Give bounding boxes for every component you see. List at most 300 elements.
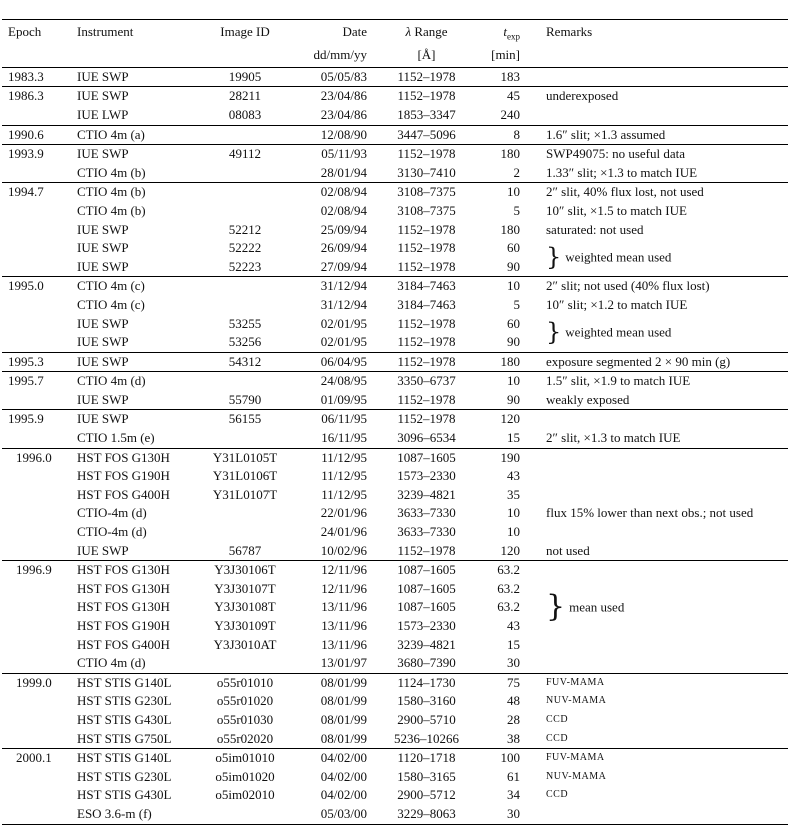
date-cell: 31/12/94 [291,277,373,296]
image-id-cell [199,429,291,448]
range-cell: 2900–5710 [397,711,456,727]
header-range-unit: [Å] [373,46,480,67]
date-cell: 06/04/95 [291,352,373,372]
image-id-cell: 55790 [199,391,291,410]
remark-text: weighted mean used [565,249,672,265]
image-id-cell: o55r02020 [199,730,291,749]
date-cell: 08/01/99 [320,711,367,727]
table-row [2,106,788,125]
range-cell: 3130–7410 [373,164,480,183]
table-row [2,202,788,221]
instrument-cell: IUE SWP [74,542,199,561]
texp-cell: 10 [480,372,530,391]
instrument-cell: CTIO 4m (d) [74,654,199,673]
epoch-cell [2,692,74,711]
table-row [2,636,788,655]
table-row [2,786,788,805]
table-row [2,67,788,87]
remarks-cell [530,636,788,655]
image-id-cell: o5im01020 [215,768,275,784]
remarks-cell [530,467,788,486]
range-cell: 3108–7375 [397,202,456,218]
header-range: λ Range [373,20,480,47]
image-id-cell: 54312 [199,352,291,372]
remarks-cell [530,239,788,277]
epoch-cell [2,504,74,523]
instrument-cell: CTIO 4m (d) [74,372,199,391]
range-cell: 1152–1978 [373,333,480,352]
instrument-cell: CTIO 4m (c) [77,296,145,312]
date-cell: 04/02/00 [320,787,367,803]
image-id-cell [199,504,291,523]
texp-cell: 38 [480,730,530,749]
table-row [2,730,788,749]
remarks-cell: exposure segmented 2 × 90 min (g) [530,352,788,372]
table-row [2,467,788,486]
epoch-cell [2,391,74,410]
instrument-cell: IUE SWP [74,145,199,164]
epoch-cell [2,202,74,221]
instrument-cell: HST FOS G130H [77,580,170,596]
remark-text: weighted mean used [565,325,672,341]
range-cell: 1580–3165 [397,768,456,784]
date-cell: 24/08/95 [291,372,373,391]
range-cell: 1124–1730 [373,673,480,692]
range-cell: 3680–7390 [373,654,480,673]
header-image-id: Image ID [199,20,291,47]
range-cell: 1087–1605 [397,599,456,615]
remarks-cell: saturated: not used [546,221,644,237]
texp-cell: 63.2 [497,599,520,615]
texp-cell: 180 [480,145,530,164]
image-id-cell: Y31L0107T [212,486,278,502]
table-row [2,486,788,505]
epoch-cell: 1986.3 [2,87,74,106]
remarks-cell [530,654,788,673]
range-cell: 3239–4821 [397,636,456,652]
epoch-cell: 1994.7 [2,183,74,202]
instrument-cell: HST FOS G400H [77,636,170,652]
table-row [2,561,788,580]
remarks-cell [530,486,788,505]
texp-cell: 10 [507,524,520,540]
date-cell: 04/02/00 [320,768,367,784]
epoch-cell: 1999.0 [2,673,74,692]
epoch-cell: 1993.9 [2,145,74,164]
brace-mark: } [546,243,562,272]
table-row [2,296,788,315]
range-cell: 1580–3160 [397,693,456,709]
range-cell: 1120–1718 [373,749,480,768]
texp-cell: 8 [480,125,530,145]
texp-cell: 60 [507,240,520,256]
remarks-cell: 1.33″ slit; ×1.3 to match IUE [530,164,788,183]
date-cell: 26/09/94 [320,240,367,256]
instrument-cell: HST FOS G190H [77,468,170,484]
remarks-cell [530,561,788,580]
texp-cell: 10 [507,505,520,521]
range-cell: 1853–3347 [373,106,480,125]
epoch-cell [2,315,74,334]
table-row [2,372,788,391]
range-cell: 1152–1978 [397,240,456,256]
table-row [2,239,788,258]
table-row [2,749,788,768]
date-cell: 01/09/95 [291,391,373,410]
instrument-cell: HST STIS G430L [77,711,172,727]
remarks-cell: FUV-MAMA [530,673,788,692]
epoch-cell [2,106,74,125]
header-epoch: Epoch [2,20,74,47]
image-id-cell: 49112 [199,145,291,164]
image-id-cell: o55r01030 [216,711,274,727]
date-cell: 06/11/95 [291,410,373,429]
table-row [2,523,788,542]
texp-cell: 240 [480,106,530,125]
remarks-cell [530,580,788,636]
instrument-cell: CTIO 4m (b) [74,164,199,183]
epoch-cell: 1995.3 [2,352,74,372]
epoch-cell [2,429,74,448]
texp-cell: 48 [507,693,520,709]
texp-cell: 90 [480,333,530,352]
instrument-cell: IUE SWP [74,67,199,87]
instrument-cell: HST FOS G190H [77,618,170,633]
texp-cell: 100 [480,749,530,768]
date-cell: 05/03/00 [291,805,373,824]
date-cell: 23/04/86 [291,87,373,106]
range-cell: 1152–1978 [397,221,456,237]
epoch-cell [2,617,74,636]
range-cell: 1087–1605 [373,448,480,467]
texp-cell: 120 [480,542,530,561]
table-row [2,673,788,692]
texp-cell: 30 [480,654,530,673]
range-cell: 3229–8063 [373,805,480,824]
header-texp-unit: [min] [480,46,530,67]
instrument-cell: CTIO 4m (a) [74,125,199,145]
remarks-cell [530,410,788,429]
epoch-cell [2,598,74,617]
epoch-cell [2,730,74,749]
image-id-cell: 08083 [199,106,291,125]
range-cell: 1087–1605 [397,580,456,596]
remarks-cell: 2″ slit, 40% flux lost, not used [530,183,788,202]
table-row [2,768,788,787]
epoch-cell [2,580,74,599]
table-body [2,67,788,824]
table-row [2,145,788,164]
texp-cell: 5 [513,296,520,312]
date-cell: 12/08/90 [291,125,373,145]
image-id-cell: 56155 [199,410,291,429]
image-id-cell: 52212 [228,221,262,237]
brace-mark: } [546,318,562,347]
epoch-cell: 1995.9 [2,410,74,429]
texp-cell: 183 [480,67,530,87]
table-row [2,352,788,372]
instrument-cell: HST STIS G750L [74,730,199,749]
remarks-cell: CCD [546,789,569,801]
range-cell: 3096–6534 [373,429,480,448]
date-cell: 25/09/94 [320,221,367,237]
date-cell: 11/12/95 [321,486,367,502]
instrument-cell: IUE SWP [74,391,199,410]
epoch-cell [2,636,74,655]
range-cell: 1152–1978 [397,315,456,331]
instrument-cell: HST FOS G130H [77,599,170,615]
texp-cell: 5 [513,202,520,218]
texp-cell: 63.2 [497,580,520,596]
remarks-cell [530,106,788,125]
epoch-cell [2,467,74,486]
texp-cell: 35 [507,486,520,502]
remarks-cell [530,67,788,87]
range-cell: 3633–7330 [397,505,456,521]
date-cell: 08/01/99 [291,730,373,749]
table-row [2,410,788,429]
remarks-cell: 1.6″ slit; ×1.3 assumed [530,125,788,145]
texp-cell: 120 [480,410,530,429]
instrument-cell: CTIO-4m (d) [77,524,147,540]
range-cell: 1152–1978 [373,352,480,372]
instrument-cell: HST STIS G140L [74,749,199,768]
header-remarks: Remarks [530,20,788,47]
table-row [2,711,788,730]
epoch-cell [2,805,74,824]
image-id-cell: Y3J30108T [214,599,276,615]
observations-table [2,19,788,825]
instrument-cell: HST FOS G130H [74,448,199,467]
header-texp: $t_{exp}$ [480,20,530,47]
image-id-cell [199,654,291,673]
remarks-cell: CCD [546,713,569,725]
instrument-cell: HST STIS G140L [74,673,199,692]
texp-cell: 45 [480,87,530,106]
range-cell: 1573–2330 [397,618,456,633]
date-cell: 22/01/96 [320,505,367,521]
date-cell: 05/11/93 [291,145,373,164]
texp-cell: 75 [480,673,530,692]
image-id-cell [199,296,291,315]
instrument-cell: HST STIS G230L [77,768,172,784]
instrument-cell: CTIO 4m (c) [74,277,199,296]
date-cell: 10/02/96 [291,542,373,561]
instrument-cell: HST FOS G400H [77,486,170,502]
epoch-cell: 1996.0 [2,448,74,467]
date-cell: 12/11/96 [291,561,373,580]
table-row [2,654,788,673]
range-cell: 1573–2330 [397,468,456,484]
table-row [2,164,788,183]
date-cell: 27/09/94 [291,258,373,277]
image-id-cell [199,277,291,296]
table-row [2,805,788,824]
image-id-cell: o5im01010 [199,749,291,768]
epoch-cell: 1983.3 [2,67,74,87]
image-id-cell: 28211 [199,87,291,106]
date-cell: 13/01/97 [291,654,373,673]
epoch-cell [2,221,74,240]
brace-mark: } [546,589,566,625]
date-cell: 02/01/95 [291,333,373,352]
image-id-cell [199,202,291,221]
image-id-cell [199,125,291,145]
image-id-cell [199,372,291,391]
range-cell: 3239–4821 [397,486,456,502]
texp-cell: 180 [500,221,520,237]
texp-cell: 10 [480,277,530,296]
texp-cell: 63.2 [480,561,530,580]
remarks-cell: 2″ slit; not used (40% flux lost) [530,277,788,296]
range-cell: 1152–1978 [373,67,480,87]
table-row [2,448,788,467]
epoch-cell [2,258,74,277]
image-id-cell: Y31L0105T [199,448,291,467]
remarks-cell: NUV-MAMA [546,770,607,782]
instrument-cell: CTIO-4m (d) [77,505,147,521]
epoch-cell: 1990.6 [2,125,74,145]
date-cell: 31/12/94 [320,296,367,312]
epoch-cell [2,786,74,805]
header-date-unit: dd/mm/yy [291,46,373,67]
instrument-cell: CTIO 1.5m (e) [74,429,199,448]
remarks-cell: NUV-MAMA [546,695,607,707]
epoch-cell: 1995.7 [2,372,74,391]
range-cell: 3447–5096 [373,125,480,145]
date-cell: 13/11/96 [321,636,367,652]
date-cell: 28/01/94 [291,164,373,183]
instrument-cell: IUE SWP [77,221,129,237]
epoch-cell [2,523,74,542]
texp-cell: 90 [480,258,530,277]
date-cell: 16/11/95 [291,429,373,448]
range-cell: 1152–1978 [373,145,480,164]
instrument-cell: CTIO 4m (b) [74,183,199,202]
epoch-cell: 2000.1 [2,749,74,768]
date-cell: 02/01/95 [320,315,367,331]
image-id-cell: 52223 [199,258,291,277]
remarks-cell [530,523,788,542]
epoch-cell: 1996.9 [2,561,74,580]
image-id-cell: Y3J30106T [199,561,291,580]
table-row [2,580,788,599]
date-cell: 12/11/96 [321,580,367,596]
remarks-cell: underexposed [530,87,788,106]
range-cell: 3633–7330 [397,524,456,540]
epoch-cell [2,542,74,561]
remarks-cell [530,448,788,467]
range-cell: 1152–1978 [373,258,480,277]
date-cell: 08/01/99 [320,693,367,709]
date-cell: 24/01/96 [320,524,367,540]
texp-cell: 90 [480,391,530,410]
remarks-cell: weakly exposed [530,391,788,410]
range-cell: 1152–1978 [373,391,480,410]
image-id-cell [199,523,291,542]
date-cell: 11/12/95 [321,468,367,484]
table-row [2,277,788,296]
instrument-cell: IUE SWP [77,315,129,331]
image-id-cell: 53255 [228,315,262,331]
range-cell: 1087–1605 [373,561,480,580]
table-row [2,221,788,240]
date-cell: 13/11/96 [321,618,367,633]
remarks-cell: 10″ slit, ×1.5 to match IUE [546,202,687,218]
texp-cell: 30 [480,805,530,824]
date-cell: 08/01/99 [291,673,373,692]
table-row [2,429,788,448]
range-cell: 1152–1978 [373,542,480,561]
table-row [2,125,788,145]
epoch-cell [2,239,74,258]
date-cell: 02/08/94 [291,183,373,202]
remarks-cell [530,805,788,824]
range-cell: 3184–7463 [397,296,456,312]
date-cell: 04/02/00 [291,749,373,768]
range-cell: 1152–1978 [373,87,480,106]
texp-cell: 43 [507,618,520,633]
remarks-cell: 2″ slit, ×1.3 to match IUE [530,429,788,448]
table-row [2,87,788,106]
table-row [2,542,788,561]
epoch-cell: 1995.0 [2,277,74,296]
image-id-cell: Y3J30109T [214,618,276,633]
range-cell: 1152–1978 [373,410,480,429]
image-id-cell: 52222 [228,240,262,256]
image-id-cell: o55r01020 [216,693,274,709]
image-id-cell: 56787 [199,542,291,561]
epoch-cell [2,333,74,352]
epoch-cell [2,711,74,730]
instrument-cell: HST STIS G430L [77,787,172,803]
range-cell: 3184–7463 [373,277,480,296]
instrument-cell: IUE SWP [74,333,199,352]
texp-cell: 10 [480,183,530,202]
instrument-cell: IUE SWP [74,258,199,277]
table-header [2,20,788,68]
range-cell: 2900–5712 [397,787,456,803]
remarks-cell: CCD [530,730,788,749]
date-cell: 11/12/95 [291,448,373,467]
instrument-cell: CTIO 4m (b) [77,202,146,218]
texp-cell: 15 [507,636,520,652]
range-cell: 3108–7375 [373,183,480,202]
texp-cell: 190 [480,448,530,467]
remarks-cell [530,315,788,353]
texp-cell: 2 [480,164,530,183]
image-id-cell [199,805,291,824]
epoch-cell [2,164,74,183]
image-id-cell: Y3J30107T [214,580,276,596]
remarks-cell: SWP49075: no useful data [530,145,788,164]
texp-cell: 180 [480,352,530,372]
epoch-cell [2,768,74,787]
date-cell: 05/05/83 [291,67,373,87]
remarks-cell: FUV-MAMA [530,749,788,768]
instrument-cell: IUE SWP [74,410,199,429]
range-cell: 5236–10266 [373,730,480,749]
texp-cell: 60 [507,315,520,331]
remarks-cell: flux 15% lower than next obs.; not used [546,505,754,521]
instrument-cell: IUE SWP [74,87,199,106]
table-row [2,183,788,202]
image-id-cell: 53256 [199,333,291,352]
image-id-cell: 19905 [199,67,291,87]
epoch-cell [2,296,74,315]
remarks-cell: 10″ slit; ×1.2 to match IUE [546,296,688,312]
texp-cell: 61 [507,768,520,784]
